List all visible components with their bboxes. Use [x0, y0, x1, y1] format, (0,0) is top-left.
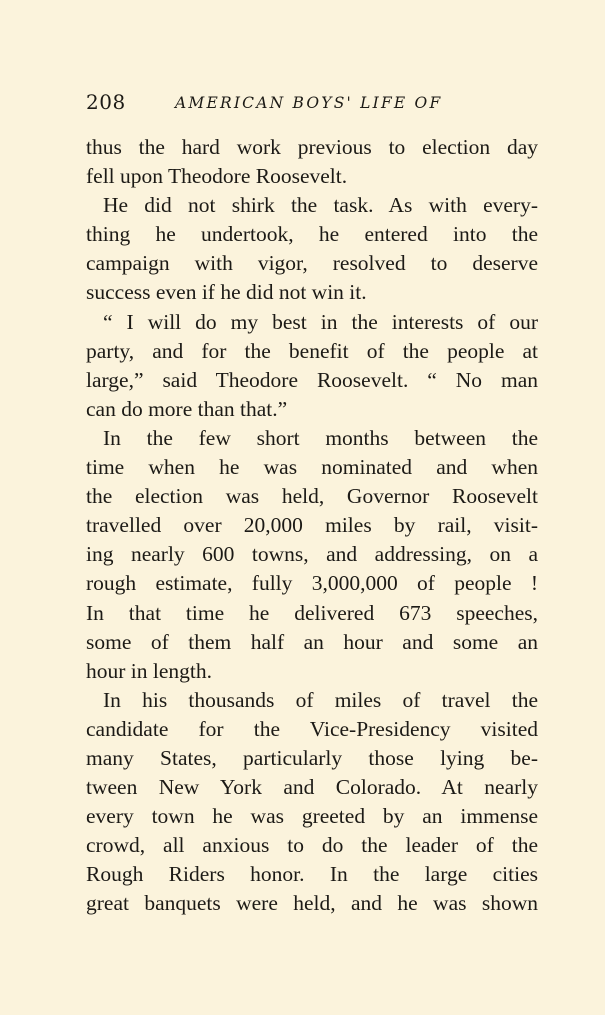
text-line: success even if he did not win it.	[86, 280, 367, 305]
running-head: AMERICAN BOYS' LIFE OF	[175, 94, 443, 112]
text-line: hour in length.	[86, 658, 212, 683]
text-line: In the few short months between the	[103, 425, 538, 450]
text-line: campaign with vigor, resolved to deserve	[86, 251, 538, 276]
text-line: can do more than that.”	[86, 396, 288, 421]
text-line: every town he was greeted by an immense	[86, 804, 538, 829]
text-line: large,” said Theodore Roosevelt. “ No man	[86, 367, 538, 392]
text-line: thus the hard work previous to election day	[86, 135, 538, 159]
text-line: travelled over 20,000 miles by rail, visit-	[86, 513, 538, 538]
page-header	[86, 88, 538, 116]
text-line: party, and for the benefit of the people at	[86, 338, 538, 363]
text-line: He did not shirk the task. As with every-	[103, 193, 538, 218]
text-line: “ I will do my best in the interests of our	[103, 309, 538, 334]
text-line: crowd, all anxious to do the leader of the	[86, 833, 538, 858]
text-line: great banquets were held, and he was shown	[86, 891, 538, 916]
text-line: time when he was nominated and when	[86, 455, 538, 480]
text-line: thing he undertook, he entered into the	[86, 222, 538, 247]
text-line: tween New York and Colorado. At nearly	[86, 775, 538, 800]
text-line: Rough Riders honor. In the large cities	[86, 862, 538, 887]
text-line: the election was held, Governor Roosevelt	[86, 484, 538, 509]
body-text	[86, 133, 538, 919]
text-line: ing nearly 600 towns, and addressing, on a	[86, 542, 538, 567]
text-line: In his thousands of miles of travel the	[103, 687, 538, 712]
text-line: In that time he delivered 673 speeches,	[86, 600, 538, 625]
text-line: some of them half an hour and some an	[86, 629, 538, 654]
text-line: many States, particularly those lying be-	[86, 745, 538, 770]
text-line: rough estimate, fully 3,000,000 of people !	[86, 571, 538, 596]
text-line: candidate for the Vice-Presidency visited	[86, 716, 538, 741]
text-line: fell upon Theodore Roosevelt.	[86, 164, 348, 189]
page-number: 208	[86, 90, 126, 114]
